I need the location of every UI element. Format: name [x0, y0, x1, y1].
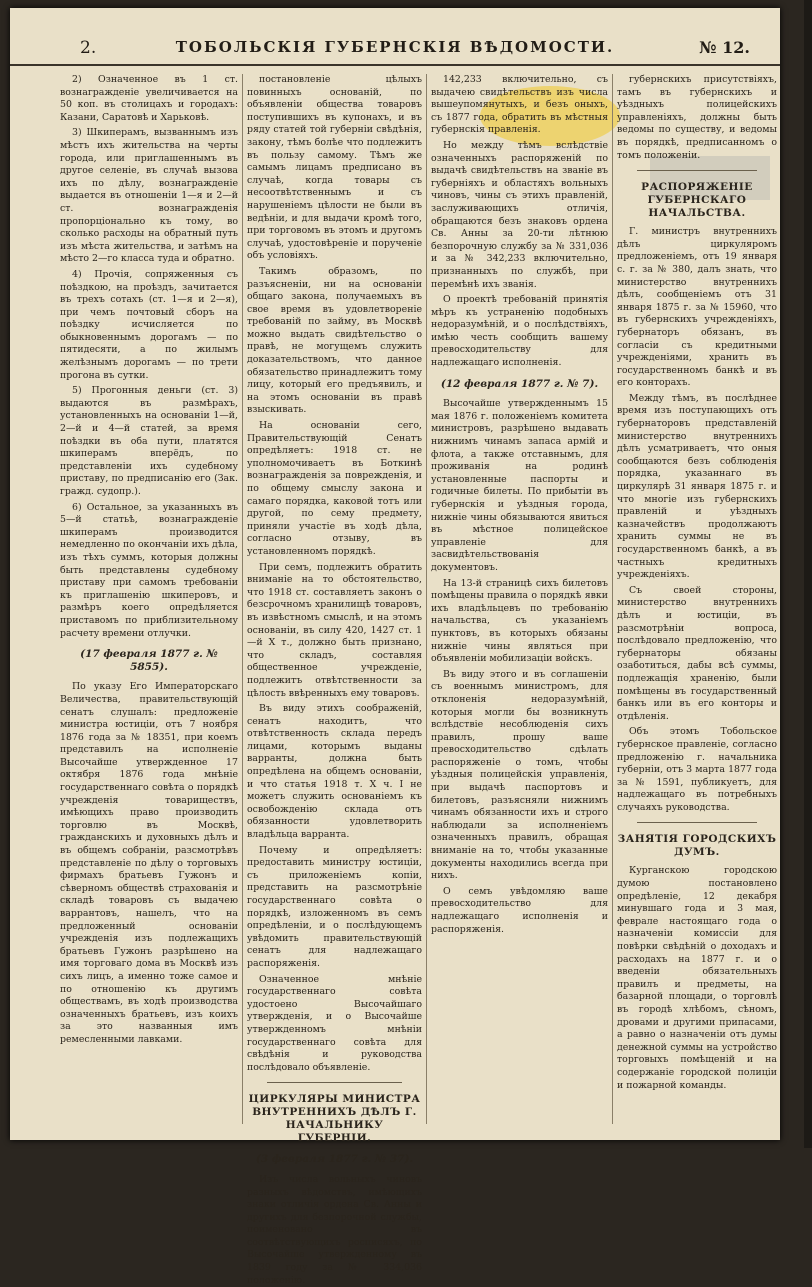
- paragraph: Но между тѣмъ вслѣдствіе означенныхъ распоряженій по выдачѣ свидѣтельствъ на званіе въ губерніяхъ и областяхъ вольныхъ чиновъ, чины съ этихъ правленій, заслуживающихъ отличія, обращаются безъ знаковъ ордена Св. Анны за 20-ти лѣтнюю безпорочную службу за № 331,036 и за № 342,233 включительно, признанныхъ по службѣ, при перемѣнѣ ихъ званія.: [431, 139, 608, 290]
- newspaper-title: ТОБОЛЬСКІЯ ГУБЕРНСКІЯ ВѢДОМОСТИ.: [175, 38, 615, 56]
- column-4: [617, 74, 777, 1124]
- paragraph: Съ своей стороны, министерство внутреннихъ дѣлъ и юстиціи, въ разсмотрѣніи вопроса, послѣдовало предложенію, что губернаторы обязаны озаботиться, дабы всѣ суммы, подлежащія храненію, были помѣщены въ государственный банкъ или въ его конторы и отдѣленія.: [617, 584, 777, 722]
- paragraph: О проектѣ требованій принятія мѣръ къ устраненію подобныхъ недоразумѣній, и о послѣдствіяхъ, имѣю честь сообщить вашему превосходительству для надлежащаго исполненія.: [431, 294, 608, 369]
- page-number: 2.: [80, 38, 97, 58]
- paragraph: На основаніи сего, Правительствующій Сенатъ опредѣляетъ: 1918 ст. не уполномочиваетъ въ Боткинѣ вознагражденія за поврежденія, и по общему смыслу закона и самаго порядка, каковой тотъ или другой, по сему предмету, приняли участіе въ ходѣ дѣла, согласно отзыву, въ установленномъ порядкѣ.: [247, 420, 422, 557]
- section-heading: ЗАНЯТІЯ ГОРОДСКИХЪ ДУМЪ.: [617, 833, 777, 859]
- paragraph: 5) Прогонныя деньги (ст. 3) выдаются въ размѣрахъ, установленныхъ на основаніи 1—й, 2—й и 4—й статей, за время поѣздки въ оба пути, платятся шкиперамъ вперёдъ, по представленіи ихъ судебному приставу, по предписанію его (Зак. гражд. судопр.).: [60, 385, 238, 497]
- paragraph: постановленіе цѣлыхъ повинныхъ основаній, по объявленіи общества товаровъ поступившихъ въ купонахъ, и въ ряду статей той губерніи свѣдѣнія, закону, тѣмъ болѣе что подлежитъ въ пользу самому. Тѣмъ же самымъ лицамъ предписано въ случаѣ, когда товары съ несоотвѣтственнымъ и съ нарушеніемъ цѣлости не были въ ведѣніи, и для выдачи кромѣ того, при торговомъ въ этомъ и другомъ случаѣ, удостовѣреніе и порученіе объ условіяхъ.: [247, 74, 422, 262]
- section-rule: [637, 170, 757, 171]
- paragraph: Изъ числа вольныхъ чиновъ разныхъ вѣдомствъ, имѣющихъ знаки отличія ордена Св. Анны и другихъ для безпорочной службы, поименовано въ соотвѣтствующихъ росписяхъ, по Высочайше утвержденному въ 1839 году за № 334,036 положенію.: [247, 1173, 422, 1286]
- column-1: [60, 74, 238, 1124]
- column-divider: [612, 74, 613, 1124]
- paragraph: 6) Остальное, за указанныхъ въ 5—й статьѣ, вознагражденіе шкиперамъ производится немедленно по окончаніи ихъ дѣла, изъ тѣхъ суммъ, которыя должны быть представлены судебному приставу при самомъ требованіи къ приглашенію шкиперовъ, и размѣръ коего опредѣляется приставомъ по приблизительному расчету времени отлучки.: [60, 501, 238, 639]
- paragraph: 2) Означенное въ 1 ст. вознагражденіе увеличивается на 50 коп. въ столицахъ и городахъ: Казани, Саратовѣ и Харьковѣ.: [60, 74, 238, 123]
- page-header: [10, 34, 780, 66]
- issue-number: № 12.: [699, 38, 750, 57]
- decree-date: (12 февраля 1877 г. № 7).: [440, 377, 599, 390]
- decree-date: (17 февраля 1877 г. № 5855).: [80, 648, 218, 673]
- section-heading: РАСПОРЯЖЕНІЕ ГУБЕРНСКАГО НАЧАЛЬСТВА.: [641, 181, 753, 220]
- paragraph: губернскихъ присутствіяхъ, тамъ въ губернскихъ и уѣздныхъ полицейскихъ управленіяхъ, должны быть ведомы по существу, и ведомы въ порядкѣ, предписанномъ о томъ положеніи.: [617, 74, 777, 161]
- paragraph: Г. министръ внутреннихъ дѣлъ циркуляромъ предложеніемъ, отъ 19 января с. г. за № 380, далъ знать, что министерство внутреннихъ дѣлъ, сообщеніемъ отъ 31 января 1875 г. за № 15960, что въ губернскихъ учрежденіяхъ, губернаторъ обязанъ, въ согласіи съ кредитными учрежденіями, хранить въ государственномъ банкѣ и въ его конторахъ.: [617, 226, 777, 389]
- paragraph: Такимъ образомъ, по разъясненіи, ни на основаніи общаго закона, получаемыхъ въ свое время въ удовлетвореніе требованій по займу, въ Москвѣ можно выдать свидѣтельство о правѣ, не могущемъ служить доказательствомъ, что данное обязательство принадлежитъ тому лицу, который его предъявилъ, и на этомъ основаніи въ правѣ взыскивать.: [247, 265, 422, 416]
- paragraph: Между тѣмъ, въ послѣднее время изъ поступающихъ отъ губернаторовъ представленій министерство внутреннихъ дѣлъ усматриваетъ, что оныя сообщаются безъ соблюденія порядка, указаннаго въ циркулярѣ 31 января 1875 г. и что многіе изъ губернскихъ правленій и уѣздныхъ казначействъ продолжаютъ хранить суммы не въ государственномъ банкѣ, а въ частныхъ кредитныхъ учрежденіяхъ.: [617, 392, 777, 581]
- column-2: [247, 74, 422, 1286]
- section-heading: ЦИРКУЛЯРЫ МИНИСТРА ВНУТРЕННИХЪ ДѢЛЪ Г. НАЧАЛЬНИКУ ГУБЕРНІИ.: [248, 1093, 421, 1145]
- section-rule: [637, 822, 757, 823]
- newspaper-page: [10, 8, 780, 1286]
- paragraph: 142,233 включительно, съ выдачею свидѣтельствъ изъ числа вышеупомянутыхъ, и безъ оныхъ, съ 1877 года, обратить въ мѣстныя губернскія правленія.: [431, 74, 608, 136]
- section-rule: [267, 1082, 402, 1083]
- decree-date: (3 февраля 1877 г. № 37).: [255, 1153, 414, 1166]
- paragraph: Почему и опредѣляетъ: предоставить министру юстиціи, съ приложеніемъ копіи, представить на разсмотрѣніе государственнаго совѣта о порядкѣ, изложенномъ въ семъ опредѣленіи, и о послѣдующемъ увѣдомить правительствующій сенатъ для надлежащаго распоряженія.: [247, 844, 422, 969]
- paragraph: Въ виду этихъ соображеній, сенатъ находитъ, что отвѣтственность склада передъ лицами, которымъ выданы варранты, должна быть опредѣлена на общемъ основаніи, и что статья 1918 т. X ч. I не можетъ служить основаніемъ къ освобожденію склада отъ обязанности удовлетворить владѣльца варранта.: [247, 703, 422, 841]
- paragraph: При семъ, подлежитъ обратить вниманіе на то обстоятельство, что 1918 ст. составляетъ законъ о безсрочномъ хранилищѣ товаровъ, въ извѣстномъ смыслѣ, и на этомъ основаніи, въ силу 420, 1427 ст. 1—й X т., должно быть признано, что складъ, составляя общественное учрежденіе, подлежитъ отвѣтственности за цѣлость ввѣренныхъ ему товаровъ.: [247, 561, 422, 699]
- paragraph: Означенное мнѣніе государственнаго совѣта удостоено Высочайшаго утвержденія, и о Высочайше утвержденномъ мнѣніи государственнаго совѣта для свѣдѣнія и руководства послѣдовало объявленіе.: [247, 973, 422, 1073]
- paragraph: По указу Его Императорскаго Величества, правительствующій сенатъ слушалъ: предложеніе министра юстиціи, отъ 7 ноября 1876 года за № 18351, при коемъ представилъ на исполненіе Высочайше утвержденное 17 октября 1876 года мнѣніе государственнаго совѣта о порядкѣ учрежденія товариществъ, имѣющихъ право производить торговлю въ Москвѣ, гражданскихъ и духовныхъ дѣлъ и въ общемъ собраніи, разсмотрѣвъ представленіе по дѣлу о торговыхъ фирмахъ братьевъ Гужонъ и сѣверномъ обществѣ страхованія и складѣ товаровъ съ выдачею варрантовъ, нашелъ, что на предложенный основаніи учрежденія изъ подлежащихъ братьевъ Гужонъ разрѣшено на имя торговаго дома въ Москвѣ изъ сихъ лицъ, а именно тоже самое и по отношенію къ другимъ обществамъ, въ ходѣ производства означенныхъ братьевъ, изъ коихъ за это названныя имъ ремесленными лавками.: [60, 681, 238, 1045]
- paragraph: Объ этомъ Тобольское губернское правленіе, согласно предложенію г. начальника губерніи, отъ 3 марта 1877 года за № 1591, публикуетъ, для надлежащаго въ потребныхъ случаяхъ руководства.: [617, 726, 777, 813]
- column-divider: [242, 74, 243, 1124]
- paragraph: 3) Шкиперамъ, вызваннымъ изъ мѣстъ ихъ жительства на черты города, или приглашеннымъ въ другое селеніе, въ случаѣ вызова ихъ по дѣлу, вознагражденіе выдается въ отношеніи 1—я и 2—й ст. вознагражденія пропорціонально къ тому, во сколько расходы на обратный путь изъ мѣста жительства, и затѣмъ на мѣсто 2—го класса туда и обратно.: [60, 127, 238, 265]
- paragraph: Въ виду этого и въ соглашеніи съ военнымъ министромъ, для отклоненія недоразумѣній, которыя могли бы возникнуть вслѣдствіе несоблюденія сихъ правилъ, прошу ваше превосходительство сдѣлать распоряженіе о томъ, чтобы уѣздныя полицейскія управленія, при выдачѣ паспортовъ и билетовъ, разъясняли нижнимъ чинамъ обязанности ихъ и строго наблюдали за исполненіемъ означенныхъ правилъ, обращая вниманіе на то, чтобы указанные документы находились всегда при нихъ.: [431, 668, 608, 882]
- scan-edge: [804, 0, 812, 1148]
- paragraph: 4) Прочія, сопряженныя съ поѣздкою, на проѣздъ, зачитается въ трехъ сотахъ (ст. 1—я и 2—я), при чемъ почтовый сборъ на поѣздку исчисляется по обыкновеннымъ дорогамъ — по пятидесяти, а по жилымъ желѣзнымъ дорогамъ — по трети прогона въ сутки.: [60, 268, 238, 381]
- column-3: [431, 74, 608, 1124]
- paragraph: Высочайше утвержденнымъ 15 мая 1876 г. положеніемъ комитета министровъ, разрѣшено выдавать нижнимъ чинамъ запаса армій и флота, а также отставнымъ, для проживанія на родинѣ установленные паспорты и годичные билеты. По прибытіи въ губернскія и уѣздныя города, нижніе чины обязываются явиться въ мѣстное полицейское управленіе для засвидѣтельствованія документовъ.: [431, 398, 608, 573]
- paragraph: О семъ увѣдомляю ваше превосходительство для надлежащаго исполненія и распоряженія.: [431, 885, 608, 935]
- column-divider: [426, 74, 427, 1124]
- paragraph: На 13-й страницѣ сихъ билетовъ помѣщены правила о порядкѣ явки ихъ владѣльцевъ по требованію начальства, съ указаніемъ пунктовъ, въ которыхъ обязаны нижніе чины являться при объявленіи мобилизаціи войскъ.: [431, 577, 608, 665]
- paragraph: Курганскою городскою думою постановлено опредѣленіе, 12 декабря минувшаго года и 3 мая, феврале настоящаго года о назначеніи комиссіи для повѣрки свѣдѣній о доходахъ и расходахъ на 1877 г. и о введеніи обязательныхъ правилъ и предметы, на базарной площади, о торговлѣ въ городѣ хлѣбомъ, сѣномъ, дровами и другими припасами, а равно о назначеніи отъ думы денежной суммы на устройство торговыхъ помѣщеній и на содержаніе городской полиціи и пожарной команды.: [617, 865, 777, 1091]
